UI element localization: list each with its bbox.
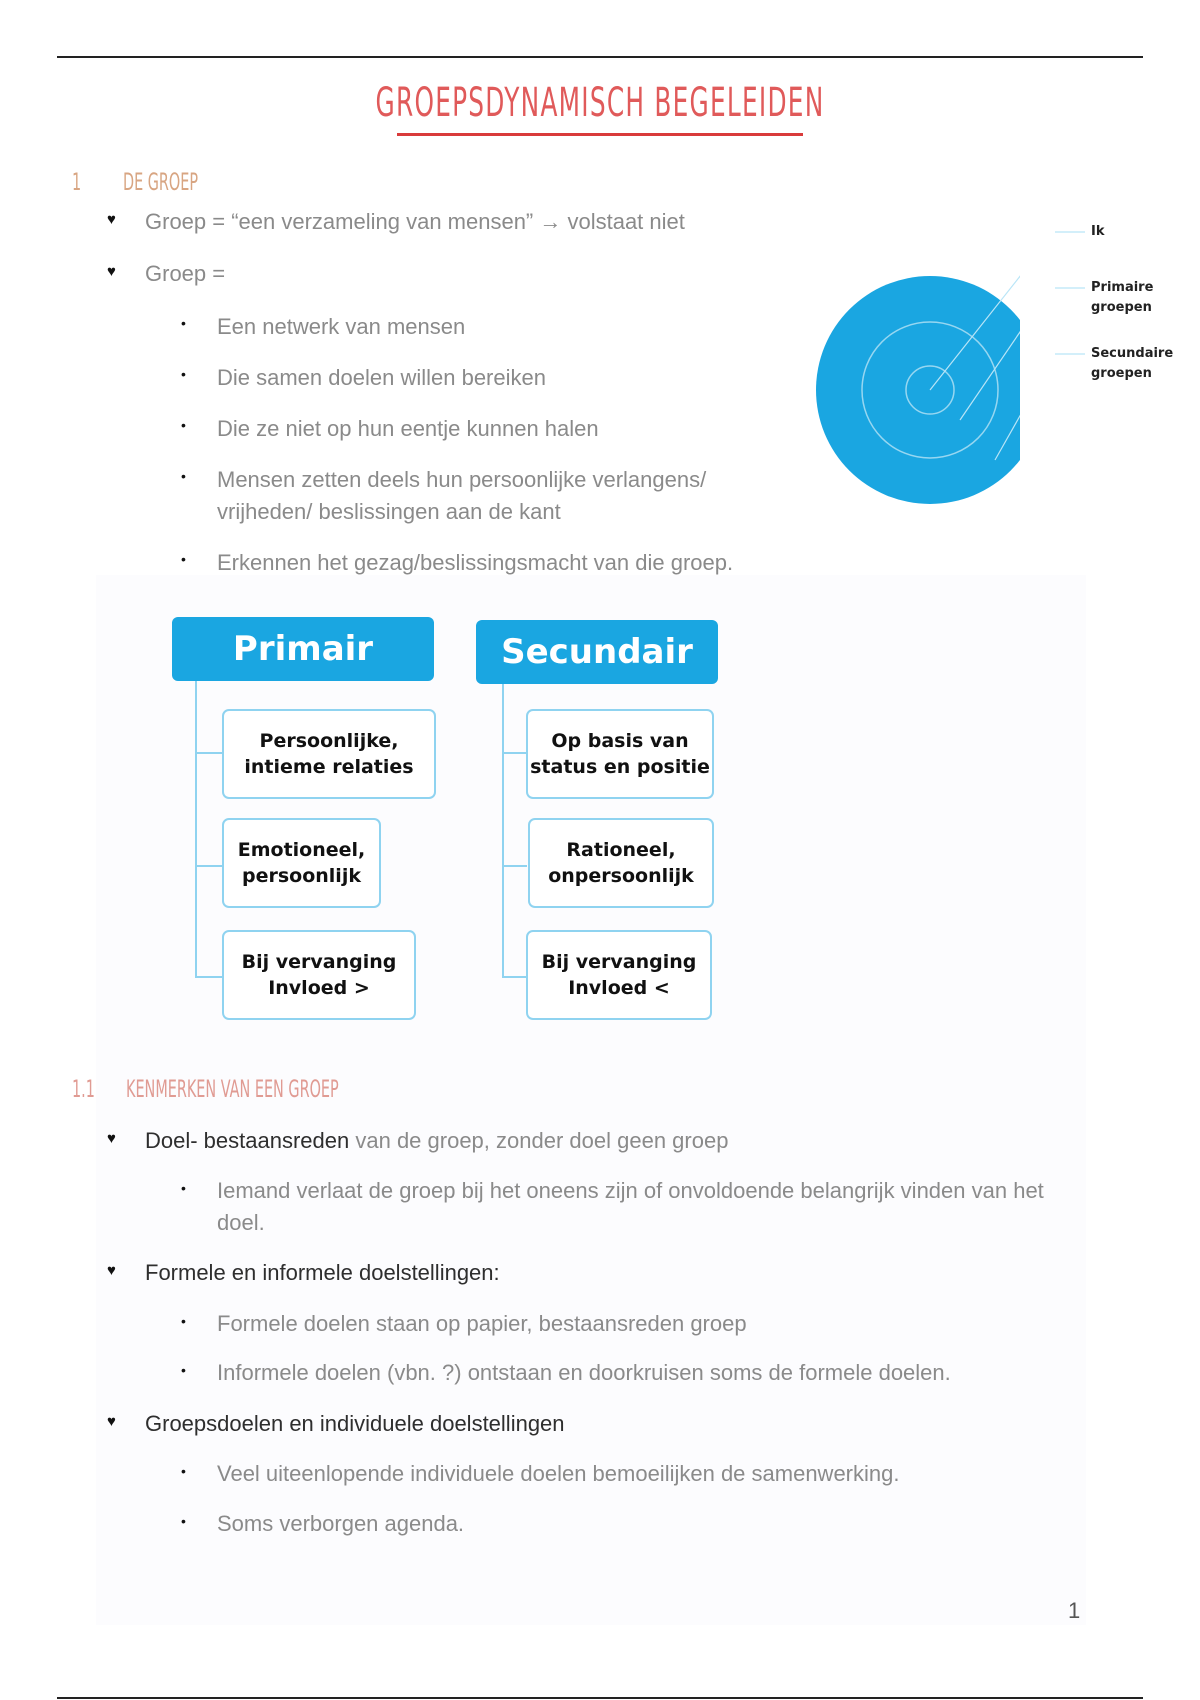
section-1-1-heading [72, 1075, 339, 1103]
section-1-heading [72, 168, 198, 196]
label-secundaire-groepen: Secundaire groepen [1091, 346, 1174, 381]
secundair-header: Secundair [476, 620, 718, 684]
primair-item [222, 930, 416, 1020]
section-1-title: DE GROEP [123, 168, 199, 196]
primair-item-text: Emotioneel, persoonlijk [237, 839, 366, 887]
bottom-rule [57, 1697, 1143, 1699]
secundair-connector [502, 684, 504, 978]
heart-bullet-icon: ♥ [107, 1262, 116, 1279]
concentric-groups-diagram [810, 220, 1020, 520]
sub-item: Die ze niet op hun eentje kunnen halen [217, 416, 599, 441]
top-rule [57, 56, 1143, 58]
dot-bullet-icon: • [181, 1362, 186, 1378]
secundair-item-text: Rationeel, onpersoonlijk [548, 839, 694, 887]
page-title: GROEPSDYNAMISCH BEGELEIDEN [375, 80, 825, 126]
sub-item: Informele doelen (vbn. ?) ontstaan en doorkruisen soms de formele doelen. [217, 1360, 951, 1385]
sub-item: Veel uiteenlopende individuele doelen bemoeilijken de samenwerking. [217, 1461, 900, 1486]
secundair-item-text: Op basis van status en positie [530, 730, 710, 778]
bullet-item: Groep = “een verzameling van mensen” → volstaat niet [145, 209, 685, 234]
kenmerk-item: Formele en informele doelstellingen: [145, 1260, 500, 1285]
heart-bullet-icon: ♥ [107, 1413, 116, 1430]
connector-branch [502, 752, 527, 754]
heart-bullet-icon: ♥ [107, 263, 116, 280]
primair-connector [195, 681, 197, 978]
connector-branch [195, 976, 223, 978]
outer-circle [816, 276, 1020, 504]
label-ticks [1055, 225, 1095, 365]
sub-item: Iemand verlaat de groep bij het oneens zijn of onvoldoende belangrijk vinden van het doel. [217, 1178, 1044, 1235]
sub-item: Erkennen het gezag/beslissingsmacht van die groep. [217, 550, 734, 575]
bullet-item: Groep = [145, 261, 226, 286]
label-primaire-groepen: Primaire groepen [1091, 280, 1154, 315]
dot-bullet-icon: • [181, 1513, 186, 1529]
secundair-item [528, 818, 714, 908]
label-ik: Ik [1091, 224, 1105, 239]
primair-item [222, 709, 436, 799]
sub-item: Een netwerk van mensen [217, 314, 466, 339]
dot-bullet-icon: • [181, 417, 186, 433]
secundair-item [526, 930, 712, 1020]
dot-bullet-icon: • [181, 1463, 186, 1479]
sub-item: Die samen doelen willen bereiken [217, 365, 546, 390]
primair-item-text: Bij vervanging Invloed > [241, 951, 397, 999]
page-number: 1 [1068, 1598, 1081, 1623]
dot-bullet-icon: • [181, 315, 186, 331]
dot-bullet-icon: • [181, 468, 186, 484]
sub-item: Mensen zetten deels hun persoonlijke verlangens/ vrijheden/ beslissingen aan de kant [217, 467, 707, 524]
primair-header: Primair [172, 617, 434, 681]
section-1-number: 1 [72, 168, 82, 196]
dot-bullet-icon: • [181, 366, 186, 382]
kenmerk-item [145, 1125, 728, 1157]
primair-item-text: Persoonlijke, intieme relaties [244, 730, 414, 778]
dot-bullet-icon: • [181, 1313, 186, 1329]
title-underline [397, 133, 803, 136]
sub-item: Formele doelen staan op papier, bestaansreden groep [217, 1311, 747, 1336]
heart-bullet-icon: ♥ [107, 1130, 116, 1147]
secundair-item [526, 709, 714, 799]
section-1-1-number: 1.1 [72, 1075, 95, 1103]
heart-bullet-icon: ♥ [107, 211, 116, 228]
connector-branch [195, 865, 223, 867]
dot-bullet-icon: • [181, 1180, 186, 1196]
dot-bullet-icon: • [181, 551, 186, 567]
kenmerk-bold: Doel- bestaansreden [145, 1128, 350, 1153]
secundair-item-text: Bij vervanging Invloed < [541, 951, 697, 999]
kenmerk-item: Groepsdoelen en individuele doelstellingen [145, 1411, 565, 1436]
primair-item [222, 818, 381, 908]
connector-branch [502, 865, 527, 867]
sub-item: Soms verborgen agenda. [217, 1511, 465, 1536]
connector-branch [195, 752, 223, 754]
kenmerk-rest: van de groep, zonder doel geen groep [349, 1128, 729, 1153]
connector-branch [502, 976, 527, 978]
section-1-1-title: KENMERKEN VAN EEN GROEP [126, 1075, 339, 1103]
